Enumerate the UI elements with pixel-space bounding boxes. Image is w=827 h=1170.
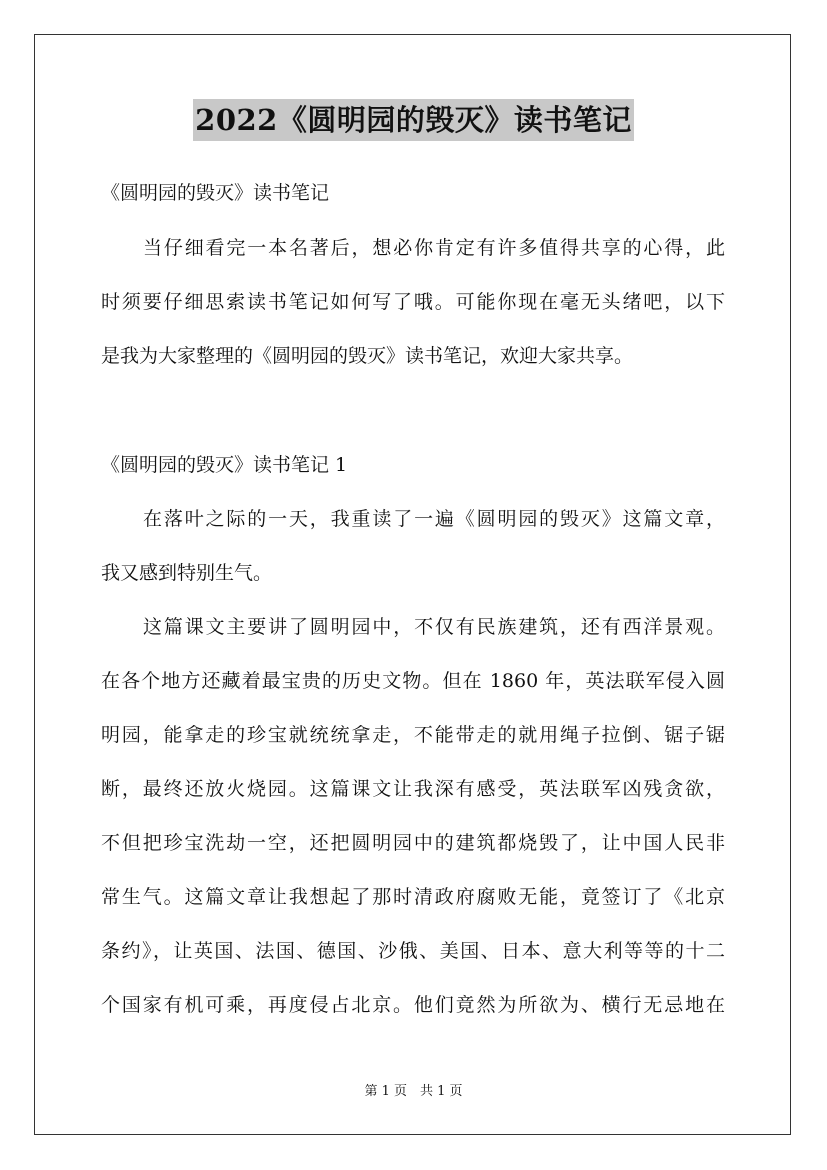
intro-line-3: 是我为大家整理的《圆明园的毁灭》读书笔记，欢迎大家共享。 (101, 345, 634, 367)
section-heading-1: 《圆明园的毁灭》读书笔记 1 (101, 454, 348, 476)
section-heading: 《圆明园的毁灭》读书笔记 (101, 182, 330, 204)
document-title: 2022《圆明园的毁灭》读书笔记 (193, 99, 634, 141)
para1-line-2: 我又感到特别生气。 (101, 562, 273, 584)
para2-line-2: 在各个地方还藏着最宝贵的历史文物。但在 1860 年，英法联军侵入圆 (101, 670, 725, 692)
para2-line-6: 常生气。这篇文章让我想起了那时清政府腐败无能，竟签订了《北京 (101, 886, 725, 908)
para1-line-1: 在落叶之际的一天，我重读了一遍《圆明园的毁灭》这篇文章， (143, 508, 725, 530)
para2-line-8: 个国家有机可乘，再度侵占北京。他们竟然为所欲为、横行无忌地在 (101, 994, 725, 1016)
title-container (0, 99, 827, 141)
para2-line-1: 这篇课文主要讲了圆明园中，不仅有民族建筑，还有西洋景观。 (143, 616, 725, 638)
para2-line-7: 条约》，让英国、法国、德国、沙俄、美国、日本、意大利等等的十二 (101, 940, 725, 962)
intro-line-1: 当仔细看完一本名著后，想必你肯定有许多值得共享的心得，此 (143, 237, 725, 259)
intro-line-2: 时须要仔细思索读书笔记如何写了哦。可能你现在毫无头绪吧，以下 (101, 291, 725, 313)
para2-line-3: 明园，能拿走的珍宝就统统拿走，不能带走的就用绳子拉倒、锯子锯 (101, 724, 725, 746)
para2-line-4: 断，最终还放火烧园。这篇课文让我深有感受，英法联军凶残贪欲， (101, 778, 725, 800)
page-footer: 第 1 页 共 1 页 (364, 1084, 463, 1099)
para2-line-5: 不但把珍宝洗劫一空，还把圆明园中的建筑都烧毁了，让中国人民非 (101, 832, 725, 854)
